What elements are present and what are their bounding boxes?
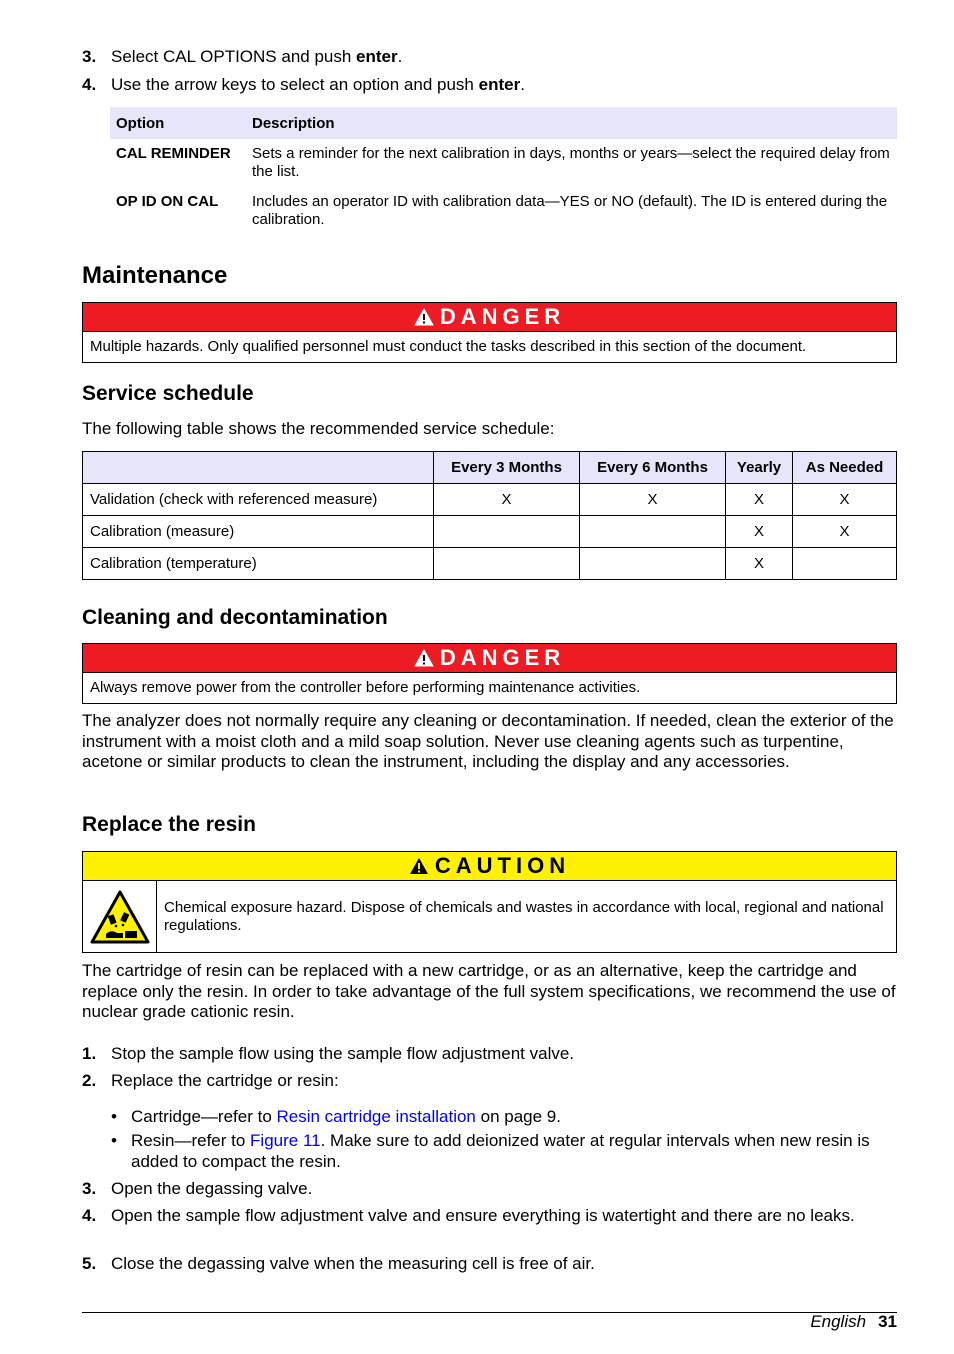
danger-message: Multiple hazards. Only qualified personnel must conduct the tasks described in this section of the document. [90,338,807,355]
step-number: 1. [82,1044,97,1063]
danger-signal-bar [83,644,896,673]
bullet-dot: • [111,1131,117,1150]
step-number: 3. [82,1179,97,1198]
signal-word: DANGER [439,645,566,670]
section-title-service-schedule: Service schedule [82,382,254,405]
table-row [110,139,897,187]
signal-word: CAUTION [434,853,571,878]
column-header: Every 6 Months [580,452,726,484]
bullet-dot: • [111,1107,117,1126]
table-row [83,484,897,516]
option-name: CAL REMINDER [116,145,231,162]
task-cell: Calibration (measure) [83,516,434,548]
section-title-maintenance: Maintenance [82,262,228,289]
step-number: 3. [82,47,97,66]
resin-body: The cartridge of resin can be replaced with a new cartridge, or as an alternative, keep the cartridge and replace only the resin. In order to take advantage of the full system specifications, we recommend the use of nuclear grade cationic resin. [82,961,896,1021]
step-text: Open the degassing valve. [111,1179,313,1198]
step-number: 2. [82,1071,97,1090]
bullet-text: Cartridge—refer to Resin cartridge installation on page 9. [131,1107,561,1126]
page-number: 31 [878,1312,897,1331]
schedule-intro: The following table shows the recommended service schedule: [82,419,555,438]
interval-cell: X [434,484,580,516]
cleaning-body: The analyzer does not normally require any cleaning or decontamination. If needed, clean the exterior of the instrument with a moist cloth and a mild soap solution. Never use cleaning agents such as turpentine, acetone or similar products to clean the instrument, including the display and any accessories. [82,711,894,771]
chemical-hazard-pictogram [83,881,157,952]
caution-message: Chemical exposure hazard. Dispose of chemicals and wastes in accordance with local, regional and national regulations. [164,898,884,934]
interval-cell: X [793,516,897,548]
warning-triangle-icon [409,857,429,875]
interval-cell: X [726,548,793,580]
step-text: Stop the sample flow using the sample flow adjustment valve. [111,1044,575,1063]
bullet-text: Resin—refer to Figure 11. Make sure to add deionized water at regular intervals when new resin is added to compact the resin. [131,1131,870,1171]
option-name: OP ID ON CAL [116,193,219,210]
interval-cell [793,548,897,580]
section-title-cleaning: Cleaning and decontamination [82,606,388,629]
signal-word: DANGER [439,304,566,329]
figure-11-link[interactable]: Figure 11 [250,1131,321,1150]
chemical-hazard-icon [89,889,151,945]
footer-divider [82,1312,897,1313]
table-row [110,187,897,235]
interval-cell [580,548,726,580]
table-header-row [83,452,897,484]
interval-cell: X [793,484,897,516]
interval-cell [434,548,580,580]
column-header: Yearly [726,452,793,484]
task-cell: Calibration (temperature) [83,548,434,580]
footer-language: English [810,1312,867,1331]
step-text: Close the degassing valve when the measuring cell is free of air. [111,1254,595,1273]
cal-options-table [110,107,897,235]
step-number: 4. [82,75,97,94]
step-number: 4. [82,1206,97,1225]
caution-box-resin [82,851,897,953]
danger-message: Always remove power from the controller before performing maintenance activities. [90,679,641,696]
column-header: Option [110,107,246,139]
column-header: As Needed [793,452,897,484]
interval-cell: X [580,484,726,516]
step-text: Replace the cartridge or resin: [111,1071,339,1090]
column-header: Description [246,107,897,139]
resin-cartridge-installation-link[interactable]: Resin cartridge installation [276,1107,476,1126]
column-header [83,452,434,484]
danger-signal-bar [83,303,896,332]
column-header: Every 3 Months [434,452,580,484]
step-text: Use the arrow keys to select an option and push enter. [111,75,525,94]
page-footer [810,1312,897,1332]
section-title-replace-resin: Replace the resin [82,813,256,836]
warning-triangle-icon [414,649,434,667]
option-description: Includes an operator ID with calibration data—YES or NO (default). The ID is entered during the calibration. [252,193,888,228]
caution-signal-bar [83,852,896,881]
task-cell: Validation (check with referenced measure) [83,484,434,516]
table-row [83,516,897,548]
interval-cell [580,516,726,548]
table-row [83,548,897,580]
service-schedule-table [82,451,897,580]
caution-body [83,881,896,952]
step-text: Select CAL OPTIONS and push enter. [111,47,403,66]
interval-cell: X [726,516,793,548]
option-description: Sets a reminder for the next calibration in days, months or years—select the required delay from the list. [252,145,890,180]
step-number: 5. [82,1254,97,1273]
table-header-row [110,107,897,139]
step-text: Open the sample flow adjustment valve and ensure everything is watertight and there are no leaks. [111,1206,855,1225]
danger-box-cleaning [82,643,897,704]
interval-cell: X [726,484,793,516]
danger-box-maintenance [82,302,897,363]
warning-triangle-icon [414,308,434,326]
interval-cell [434,516,580,548]
